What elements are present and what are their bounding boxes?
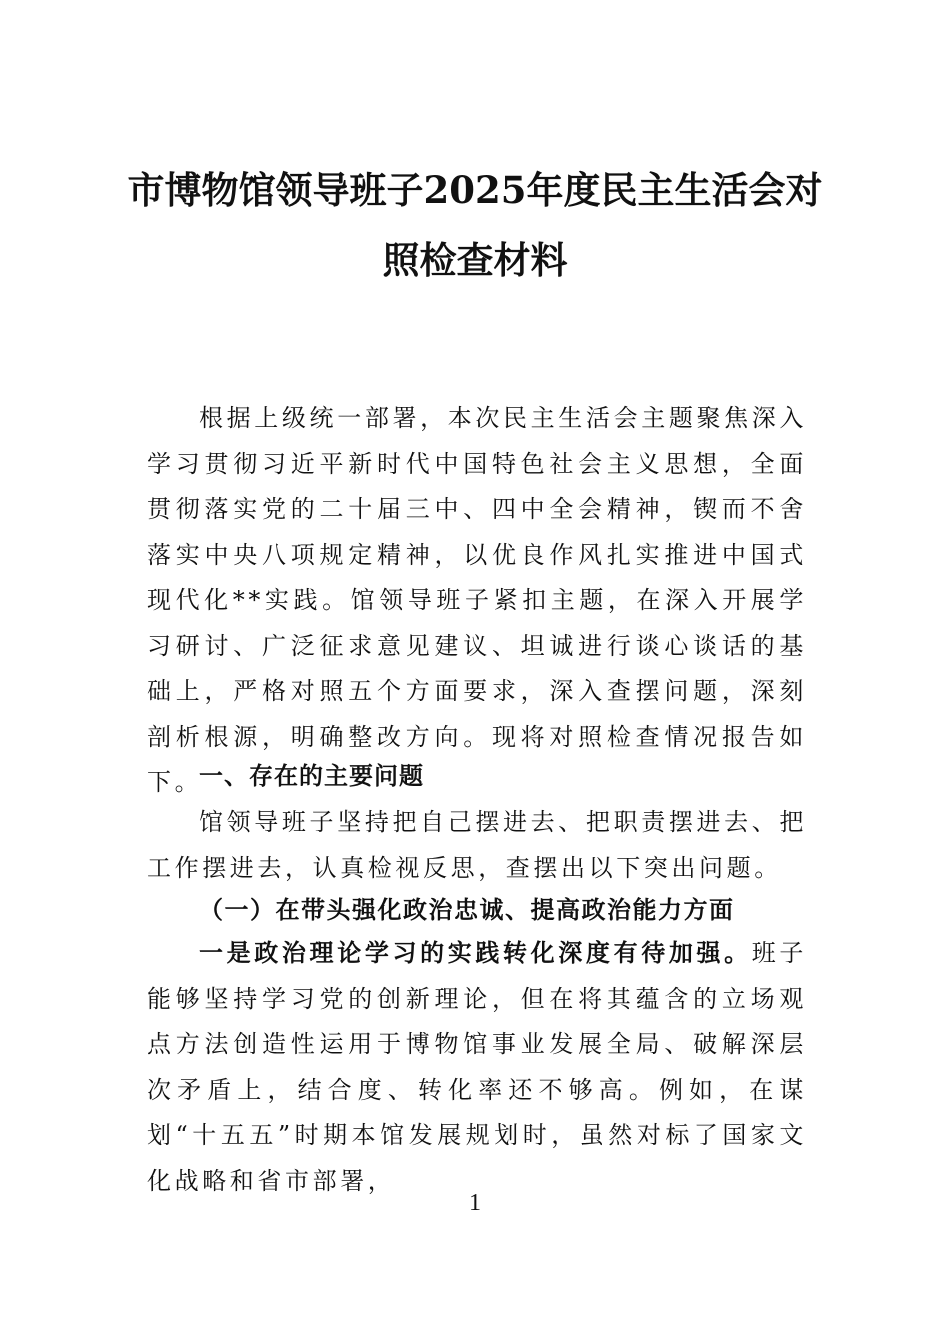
document-title-line-2: 照检查材料: [382, 238, 568, 282]
intro-paragraph: 根据上级统一部署，本次民主生活会主题聚焦深入学习贯彻习近平新时代中国特色社会主义思想，全面贯彻落实党的二十届三中、四中全会精神，锲而不舍落实中央八项规定精神，以优良作风扎实推进中国式现代化**实践。馆领导班子紧扣主题，在深入开展学习研讨、广泛征求意见建议、坦诚进行谈心谈话的基础上，严格对照五个方面要求，深入查摆问题，深刻剖析根源，明确整改方向。现将对照检查情况报告如下。: [147, 404, 807, 796]
problems-intro-paragraph: 馆领导班子坚持把自己摆进去、把职责摆进去、把工作摆进去，认真检视反思，查摆出以下突出问题。: [147, 808, 807, 882]
section-heading-main-problems: 一、存在的主要问题: [199, 762, 424, 790]
problem-one-paragraph: [147, 930, 807, 1204]
document-title-line-1: 市博物馆领导班子2025年度民主生活会对: [127, 168, 823, 212]
subsection-heading-political-loyalty: （一）在带头强化政治忠诚、提高政治能力方面: [199, 895, 735, 924]
problem-one-body: 班子能够坚持学习党的创新理论，但在将其蕴含的立场观点方法创造性运用于博物馆事业发展全局、破解深层次矛盾上，结合度、转化率还不够高。例如，在谋划“十五五”时期本馆发展规划时，虽然对标了国家文化战略和省市部署，: [147, 939, 808, 1195]
page-number: 1: [469, 1190, 481, 1216]
problem-one-lead: 一是政治理论学习的实践转化深度有待加强。: [199, 938, 752, 967]
